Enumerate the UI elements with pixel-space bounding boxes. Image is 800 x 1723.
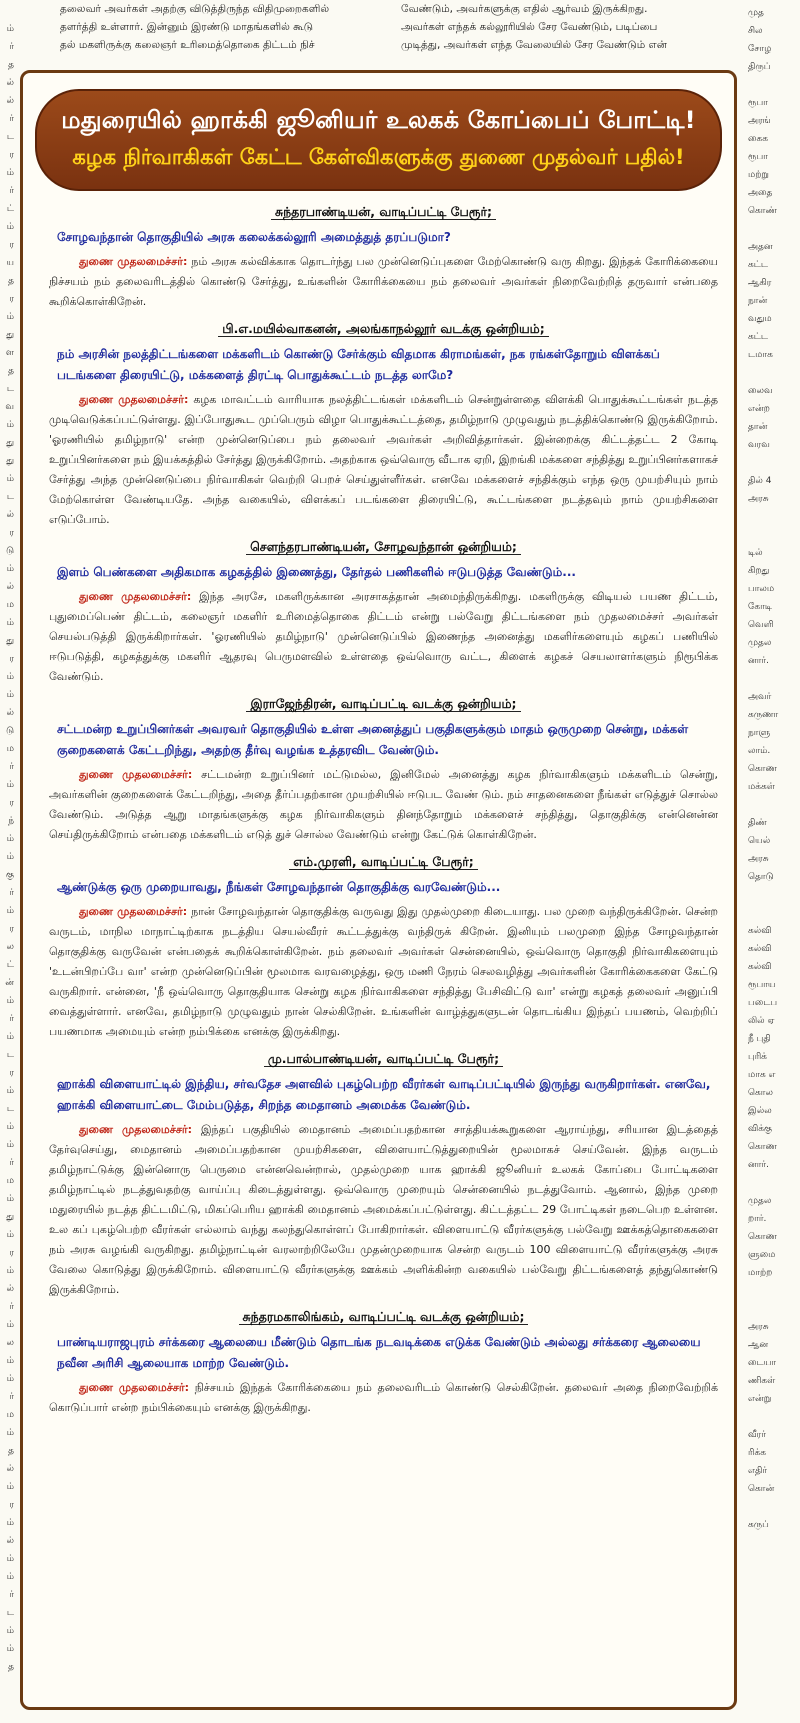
edge-fragment [748,1498,800,1516]
asker-name: சுந்தரபாண்டியன், வாடிப்பட்டி பேரூர்; [271,204,496,220]
edge-fragment: ல் [6,510,14,520]
answer-role-label: துணை முதலமைச்சர்: [79,1381,190,1394]
edge-fragment: ந் [8,816,14,826]
edge-fragment: ன் [5,978,14,988]
edge-fragment: முதல [748,1196,772,1206]
edge-fragment: ம [6,1410,14,1420]
edge-fragment: விக்கு [748,1124,772,1134]
edge-fragment: வீரர் [748,1430,766,1440]
edge-fragment: டையா [748,1358,777,1368]
text-line: தல் மகளிருக்கு கலைஞர் உரிமைத்தொகை திட்டம் நிச் [60,39,315,51]
edge-fragment: ம் [6,1626,14,1636]
answer-text: கழக மாவட்டம் வாரியாக நலத்திட்டங்கள் மக்களிடம் சென்றுள்ளதை விளக்கி பொதுக்கூட்டங்கள் நடத்த முடிவெடுக்கப்பட்டுள்ளது. இப்போதுகூட முப்பெரும் விழா பொதுக்கூட்டத்தை, தமிழ்நாடு முழுவதும் நடத்திக்கொண்டு இருக்கிறோம். 'ஓரணியில் தமிழ்நாடு' என்ற முன்னெடுப்பை நம் தலைவர் அவர்கள் அறிவித்தார்கள். இன்றைக்கு கிட்டத்தட்ட 2 கோடி உறுப்பினர்களை நம் இயக்கத்தில் சேர்த்து இருக்கிறோம். அதற்காக ஒவ்வொரு வீடாக ஏறி, இறங்கி மக்களை சந்தித்து உறுப்பினர்களாகச் சேர்த்து அந்த முன்னெடுப்பை நிர்வாகிகள் வெற்றி பெறச் செய்துள்ளீர்கள். எனவே மக்களைச் சந்திக்கும் எந்த ஒரு முயற்சியும் நாம் மேற்கொள்ள வேண்டியதே. அந்த வகையில், விளக்கப் படங்களை திரையிட்டு, கூட்டங்களை நடத்தவும் நாம் முயற்சிகளை எடுப்போம். [49,393,718,526]
edge-fragment: என்ற [748,404,770,414]
edge-fragment: ம் [6,1518,14,1528]
edge-fragment: ம் [6,618,14,628]
edge-fragment: கைக [748,134,769,144]
edge-fragment: திருப் [748,62,771,72]
edge-fragment: மக்கள் [748,782,775,792]
edge-fragment: ம [6,600,14,610]
asker-name: இராஜேந்திரன், வாடிப்பட்டி வடக்கு ஒன்றியம்; [246,696,520,712]
edge-fragment: ம் [6,834,14,844]
edge-fragment: த [8,1446,14,1456]
headline-title: மதுரையில் ஹாக்கி ஜூனியர் உலகக் கோப்பைப் போட்டி! [61,106,696,134]
answer-role-label: துணை முதலமைச்சர்: [79,768,193,781]
edge-fragment: நான் [748,296,768,306]
edge-fragment: ட [6,1050,14,1060]
edge-fragment: டில் [748,548,763,558]
edge-fragment: அதன [748,242,773,252]
edge-fragment [748,1300,800,1318]
edge-fragment: தொடு [748,872,774,882]
edge-fragment: ட் [6,204,14,214]
edge-fragment [748,1174,800,1192]
answer-text: நிச்சயம் இந்தக் கோரிக்கையை நம் தலைவரிடம் கொண்டு செல்கிறேன். தலைவர் அதை நிறைவேற்றிக் கொடுப்பார் என்ற நம்பிக்கையும் எனக்கு இருக்கிறது. [49,1381,719,1414]
edge-fragment: ம் [6,996,14,1006]
edge-fragment: ல் [6,1464,14,1474]
edge-fragment: த [8,1662,14,1672]
edge-fragment: டமாக [748,350,773,360]
edge-fragment: ட [6,384,14,394]
edge-fragment: ட [6,132,14,142]
edge-fragment: அரசு [748,494,769,504]
text-line: வேண்டும், அவர்களுக்கு எதில் ஆர்வம் இருக்கிறது. [401,3,648,15]
edge-fragment: ல் [6,78,14,88]
edge-fragment: ம் [6,168,14,178]
edge-fragment: ம் [6,1572,14,1582]
edge-fragment: கொண் [748,206,777,216]
edge-fragment: சில [748,26,763,36]
edge-fragment: ம் [6,1374,14,1384]
edge-fragment: முத [748,8,764,18]
question-text: இளம் பெண்களை அதிகமாக கழகத்தில் இணைத்து, தேர்தல் பணிகளில் ஈடுபடுத்த வேண்டும்... [57,565,576,579]
edge-fragment: து [6,456,14,466]
edge-fragment: மற்று [748,170,769,180]
edge-fragment: கல்வி [748,962,772,972]
edge-fragment: புரிக் [748,1052,767,1062]
edge-fragment: ய [6,258,14,268]
answer-paragraph [49,390,718,530]
edge-fragment: கட்ட [748,260,769,270]
qa-item [49,851,718,1042]
qa-article-box [20,70,737,1710]
edge-fragment [748,508,800,526]
edge-fragment: ட [6,1608,14,1618]
edge-fragment: ணிகள் [748,1376,776,1386]
edge-fragment: ம் [6,222,14,232]
edge-fragment: அவர் [748,692,772,702]
asker-name: எம்.முரளி, வாடிப்பட்டி பேரூர்; [289,854,478,870]
edge-fragment: ரூபா [748,152,768,162]
edge-fragment: அரசு [748,1322,769,1332]
answer-text: சட்டமன்ற உறுப்பினர் மட்டுமல்ல, இனிமேல் அனைத்து கழக நிர்வாகிகளும் மக்களிடம் சென்று, அவர்களின் குறைகளைக் கேட்டறிந்து, அதை தீர்ப்பதற்கான முயற்சியில் ஈடுபட வேண் டும். நம் சாதனைகளை நீங்கள் எடுத்துச் சொல்ல வேண்டும். அடுத்த ஆறு மாதங்களுக்கு கழக நிர்வாகிகளும் தினந்தோறும் மக்களைச் சந்தித்து, தொகுதிக்கு என்னென்ன செய்திருக்கிறோம் என்பதை மக்களிடம் எடுத் துச் சொல்ல வேண்டும் என்று கேட்டுக் கொள்கிறேன். [49,768,718,841]
edge-fragment: த [8,60,14,70]
top-left-column [60,0,379,66]
edge-fragment: ர [9,654,14,664]
edge-fragment: நீ புதி [748,1034,771,1044]
edge-fragment: த [8,276,14,286]
text-line: தலைவர் அவர்கள் அதற்கு விடுத்திருந்த விதிமுறைகளில் [60,3,330,15]
asker-heading [49,536,718,558]
edge-fragment: லைவ [748,386,773,396]
right-column-fragment [746,0,800,1723]
answer-text: இந்தப் பகுதியில் மைதானம் அமைப்பதற்கான சாத்தியக்கூறுகளை ஆராய்ந்து, சரியான இடத்தைத் தேர்வுசெய்து, மைதானம் அமைப்பதற்கான முயற்சிகளை, விளையாட்டுத்துறையின் மூலமாகச் செய்வேன். இந்த வருடம் தமிழ்நாட்டுக்கு இன்னொரு பெருமை என்னவென்றால், முதல்முறை யாக ஹாக்கி ஜூனியர் உலகக் கோப்பை போட்டிகளை தமிழ்நாட்டில் நடத்துவதற்கு வாய்ப்பு கிடைத்துள்ளது. ஒவ்வொரு முறையும் சென்னையில் நடத்துவோம். ஆனால், இந்த முறை மதுரையில் நடத்த திட்டமிட்டு, மிகப்பெரிய ஹாக்கி மைதானம் அமைக்கப்பட்டுள்ளது. கிட்டத்தட்ட 29 போட்டிகள் நடைபெற உள்ளன. உல கப் புகழ்பெற்ற வீரர்கள் எல்லாம் வந்து கலந்துகொள்ளப் போகிறார்கள். விளையாட்டு வீரர்களுக்கு பல்வேறு ஊக்கத்தொகைகளை நம் அரசு வழங்கி வருகிறது. தமிழ்நாட்டின் வரலாற்றிலேயே முதன்முறையாக சென்ற வருடம் 100 விளையாட்டு வீரர்களுக்கு அரசு வேலை கொடுத்து இருக்கிறோம். விளையாட்டு வீரர்களுக்கு ஊக்கம் அளிக்கின்ற வகையில் பல்வேறு திட்டங்களைத் தந்துகொண்டு இருக்கிறோம். [49,1123,719,1296]
edge-fragment: ர [9,924,14,934]
left-column-fragment [0,0,14,1723]
edge-fragment: கருணா [748,710,779,720]
edge-fragment: ம் [6,690,14,700]
edge-fragment: சோழ [748,44,772,54]
asker-name: சுந்தரமகாலிங்கம், வாடிப்பட்டி வடக்கு ஒன்றியம்; [239,1309,529,1325]
edge-fragment: கொண [748,1142,777,1152]
edge-fragment: கோடி [748,602,773,612]
edge-fragment [748,364,800,382]
edge-fragment: ம் [6,1320,14,1330]
asker-heading [49,851,718,873]
answer-text: இந்த அரசே, மகளிருக்கான அரசாகத்தான் அமைந்திருக்கிறது. மகளிருக்கு விடியல் பயண திட்டம், புதுமைப்பெண் திட்டம், கலைஞர் மகளிர் உரிமைத்தொகை திட்டம் என்று பல்வேறு திட்டங்களை நம் முதலமைச்சர் அவர்கள் செயல்படுத்தி இருக்கிறார்கள். 'ஓரணியில் தமிழ்நாடு' முன்னெடுப்பில் இணைந்த அனைத்து மகளிர்களையும் கழகப் பணியில் ஈடுபடுத்தி, கழகத்துக்கு மகளிர் ஆதரவு பெருமளவில் உள்ளதை ஒவ்வொரு வட்ட, கிளைக் கழகச் செயலாளர்களும் நிரூபிக்க வேண்டும். [49,590,718,683]
edge-fragment: டு [5,726,14,736]
edge-fragment: லாம். [748,746,771,756]
edge-fragment: ர் [9,1590,14,1600]
asker-heading [49,1048,718,1070]
edge-fragment: ம் [6,24,14,34]
edge-fragment [748,886,800,904]
edge-fragment: கு [6,870,14,880]
qa-item [49,201,718,312]
edge-fragment: ர [9,150,14,160]
answer-role-label: துணை முதலமைச்சர்: [79,905,188,918]
answer-role-label: துணை முதலமைச்சர்: [79,255,188,268]
edge-fragment: ம் [6,1428,14,1438]
edge-fragment: ம் [6,906,14,916]
edge-fragment: ர் [9,114,14,124]
edge-fragment: கொண [748,1232,777,1242]
edge-fragment: கொன் [748,1484,775,1494]
edge-fragment [748,1408,800,1426]
edge-fragment: ர் [9,762,14,772]
edge-fragment: படைப [748,998,778,1008]
edge-fragment: ம் [6,1230,14,1240]
edge-fragment: ம [6,744,14,754]
edge-fragment: ர் [9,42,14,52]
edge-fragment: ம் [6,672,14,682]
top-right-column [401,0,720,66]
edge-fragment: கல்வி [748,944,772,954]
edge-fragment: ம [6,1176,14,1186]
edge-fragment: டு [5,546,14,556]
edge-fragment: கருப் [748,1520,769,1530]
question-text: ஹாக்கி விளையாட்டில் இந்திய, சர்வதேச அளவில் புகழ்பெற்ற வீரர்கள் வாடிப்பட்டியில் இருந்து வருகிறார்கள். எனவே, ஹாக்கி விளையாட்டை மேம்படுத்த, சிறந்த மைதானம் அமைக்க வேண்டும். [57,1077,711,1112]
edge-fragment: கல்வி [748,926,772,936]
asker-heading [49,1306,718,1328]
answer-paragraph [49,765,718,845]
text-line: அவர்கள் எந்தக் கல்லூரியில் சேர வேண்டும், படிப்பை [401,21,658,33]
edge-fragment: ரூபா [748,98,768,108]
edge-fragment: ர [9,1248,14,1258]
edge-fragment: ம் [6,1266,14,1276]
edge-fragment: ம் [6,420,14,430]
edge-fragment: அரசு [748,854,769,864]
edge-fragment: தான் [748,422,768,432]
edge-fragment: ரிக்க [748,1448,766,1458]
edge-fragment [748,526,800,544]
edge-fragment: என்று [748,1394,772,1404]
edge-fragment: ம் [6,312,14,322]
qa-item [49,1306,718,1418]
asker-name: பி.எ.மயில்வாகனன், அலங்காநல்லூர் வடக்கு ஒன்றியம்; [218,321,549,337]
edge-fragment: ர் [9,1392,14,1402]
edge-fragment: ல் [6,708,14,718]
edge-fragment [748,1282,800,1300]
edge-fragment [748,904,800,922]
edge-fragment [748,796,800,814]
edge-fragment: னார். [748,656,769,666]
answer-paragraph [49,587,718,687]
asker-name: மு.பால்பாண்டியன், வாடிப்பட்டி பேரூர்; [264,1051,503,1067]
edge-fragment: அரங் [748,116,771,126]
answer-text: நான் சோழவந்தான் தொகுதிக்கு வருவது இது முதல்முறை கிடையாது. பல முறை வந்திருக்கிறேன். சென்ற வருடம், மாநில மாநாட்டிற்காக நடத்திய செயல்வீரர் கூட்டத்துக்கு வந்திருக் கிறேன். இனியும் பலமுறை இந்த சோழவந்தான் தொகுதிக்கு வருவேன் என்பதைக் கூறிக்கொள்கிறேன். நம் தலைவர் அவர்கள் சென்னையில், ஒவ்வொரு தொகுதி நிர்வாகிகளையும் 'உடன்பிறப்பே வா' என்ற முன்னெடுப்பின் மூலமாக வரவழைத்து, ஒரு மணி நேரம் செலவழித்து அவர்களின் கோரிக்கைகளை கேட்டு வருகிறார். என்னை, 'நீ ஒவ்வொரு தொகுதியாக சென்று கழக நிர்வாகிகளை சந்தித்து பேசிவிட்டு வா' என்று கழகத் தலைவர் அனுப்பி வைத்துள்ளார். எனவே, தமிழ்நாடு முழுவதும் நான் செல்கிறேன். உங்களின் வாழ்த்துகளுடன் தொடங்கிய இந்தப் பயணம், வெற்றிப் பயணமாக அமையும் என்ற நம்பிக்கை எனக்கு இருக்கிறது. [49,905,719,1038]
edge-fragment: ட [6,1104,14,1114]
edge-fragment: தில் 4 [748,476,772,486]
question-text: சோழவந்தான் தொகுதியில் அரசு கலைக்கல்லூரி அமைத்துத் தரப்படுமா? [57,230,451,244]
edge-fragment: து [6,438,14,448]
asker-heading [49,318,718,340]
edge-fragment: கொண [748,764,777,774]
edge-fragment: ர [9,240,14,250]
question-text: ஆண்டுக்கு ஒரு முறையாவது, நீங்கள் சோழவந்தான் தொகுதிக்கு வரவேண்டும்... [57,880,501,894]
answer-paragraph [49,1378,718,1418]
answer-role-label: துணை முதலமைச்சர்: [79,1123,193,1136]
edge-fragment: கட்ட [748,332,769,342]
edge-fragment: வ [5,402,14,412]
edge-fragment: இல்ல [748,1106,772,1116]
question-text: நம் அரசின் நலத்திட்டங்களை மக்களிடம் கொண்டு சேர்க்கும் விதமாக கிராமங்கள், நக ரங்கள்தோறும் விளக்கப் படங்களை திரையிட்டு, மக்களைத் திரட்டி பொதுக்கூட்டம் நடத்த லாமே? [57,347,660,382]
top-article-continuation [60,0,720,66]
edge-fragment: ம் [6,1086,14,1096]
qa-item [49,1048,718,1300]
question-text: பாண்டியராஜபுரம் சர்க்கரை ஆலையை மீண்டும் தொடங்க நடவடிக்கை எடுக்க வேண்டும் அல்லது சர்க்கரை ஆலையை நவீன அரிசி ஆலையாக மாற்ற வேண்டும். [57,1335,701,1370]
edge-fragment [748,670,800,688]
edge-fragment: நாளு [748,728,771,738]
edge-fragment: ல [6,942,14,952]
edge-fragment: ர் [9,888,14,898]
edge-fragment: கொல [748,1088,773,1098]
edge-fragment: எதிர் [748,1466,768,1476]
edge-fragment: வெளி [748,620,774,630]
edge-fragment: யெல் [748,836,771,846]
edge-fragment: றார். [748,1214,767,1224]
edge-fragment: ர [9,798,14,808]
edge-fragment: வரவ [748,440,770,450]
edge-fragment: ஆன [748,1340,769,1350]
edge-fragment: ல் [6,1536,14,1546]
answer-role-label: துணை முதலமைச்சர்: [79,393,189,406]
edge-fragment: ர் [9,1158,14,1168]
edge-fragment: ம் [6,1122,14,1132]
edge-fragment: மாக எ [748,1070,776,1080]
edge-fragment: முதல [748,638,772,648]
edge-fragment: னார். [748,1160,769,1170]
edge-fragment: து [6,636,14,646]
text-line: முடித்து, அவர்கள் எந்த வேலையில் சேர வேண்டும் என் [401,39,667,51]
edge-fragment: ல் [6,96,14,106]
edge-fragment: ளுமை [748,1250,776,1260]
edge-fragment: ம் [6,1194,14,1204]
edge-fragment: ம் [6,1554,14,1564]
edge-fragment: ஆகிர [748,278,772,288]
edge-fragment: ம் [6,780,14,790]
edge-fragment: மாற்ற [748,1268,773,1278]
edge-fragment: திண் [748,818,767,828]
asker-name: சௌந்தரபாண்டியன், சோழவந்தான் ஒன்றியம்; [246,539,521,555]
edge-fragment: கிறது [748,566,770,576]
edge-fragment: ர [9,294,14,304]
edge-fragment: ம் [6,564,14,574]
edge-fragment: து [6,1212,14,1222]
edge-fragment: ம் [6,1482,14,1492]
edge-fragment: ட [6,492,14,502]
edge-fragment: ல் [6,582,14,592]
edge-fragment: ர [9,1068,14,1078]
asker-heading [49,201,718,223]
edge-fragment: ர [9,528,14,538]
edge-fragment [748,220,800,238]
edge-fragment [748,454,800,472]
edge-fragment: ரூபாய [748,980,776,990]
edge-fragment: ர் [9,1302,14,1312]
edge-fragment: வதும [748,314,772,324]
edge-fragment: ர [9,1500,14,1510]
headline-banner [35,89,722,191]
edge-fragment: ட் [6,960,14,970]
qa-list [23,201,734,1418]
edge-fragment: த [8,366,14,376]
answer-paragraph [49,252,718,312]
edge-fragment: து [6,330,14,340]
answer-text: நம் அரசு கல்விக்காக தொடர்ந்து பல முன்னெடுப்புகளை மேற்கொண்டு வரு கிறது. இந்தக் கோரிக்கையை நிச்சயம் நம் தலைவரிடத்தில் கொண்டு சேர்த்து, உங்களின் கோரிக்கையை நம் தலைவர் அவர்கள் நிறைவேற்றித் தருவார் என்பதை கூறிக்கொள்கிறேன். [49,255,718,308]
edge-fragment: ம் [6,474,14,484]
answer-paragraph [49,1120,718,1300]
answer-role-label: துணை முதலமைச்சர்: [79,590,192,603]
edge-fragment: லில் ஏ [748,1016,775,1026]
edge-fragment: ர் [9,1014,14,1024]
edge-fragment: ர் [9,186,14,196]
edge-fragment: அதை [748,188,773,198]
edge-fragment: பாலம [748,584,775,594]
edge-fragment: ல [6,1338,14,1348]
edge-fragment: ம் [6,1032,14,1042]
asker-heading [49,693,718,715]
edge-fragment: ள [5,348,14,358]
qa-item [49,318,718,530]
headline-subtitle: கழக நிர்வாகிகள் கேட்ட கேள்விகளுக்கு துணை முதல்வர் பதில்! [72,145,685,169]
edge-fragment: ம் [6,1356,14,1366]
edge-fragment [748,76,800,94]
edge-fragment: ம் [6,852,14,862]
qa-item [49,536,718,687]
edge-fragment: ல் [6,1284,14,1294]
text-line: தளர்த்தி உள்ளார். இன்னும் இரண்டு மாதங்களில் கூடு [60,21,314,33]
question-text: சட்டமன்ற உறுப்பினர்கள் அவரவர் தொகுதியில் உள்ள அனைத்துப் பகுதிகளுக்கும் மாதம் ஒருமுறை சென்று, மக்கள் குறைகளைக் கேட்டறிந்து, அதற்கு தீர்வு வழங்க உத்தரவிட வேண்டும். [57,722,689,757]
answer-paragraph [49,902,718,1042]
edge-fragment: ம் [6,1644,14,1654]
qa-item [49,693,718,845]
edge-fragment: ம் [6,1140,14,1150]
